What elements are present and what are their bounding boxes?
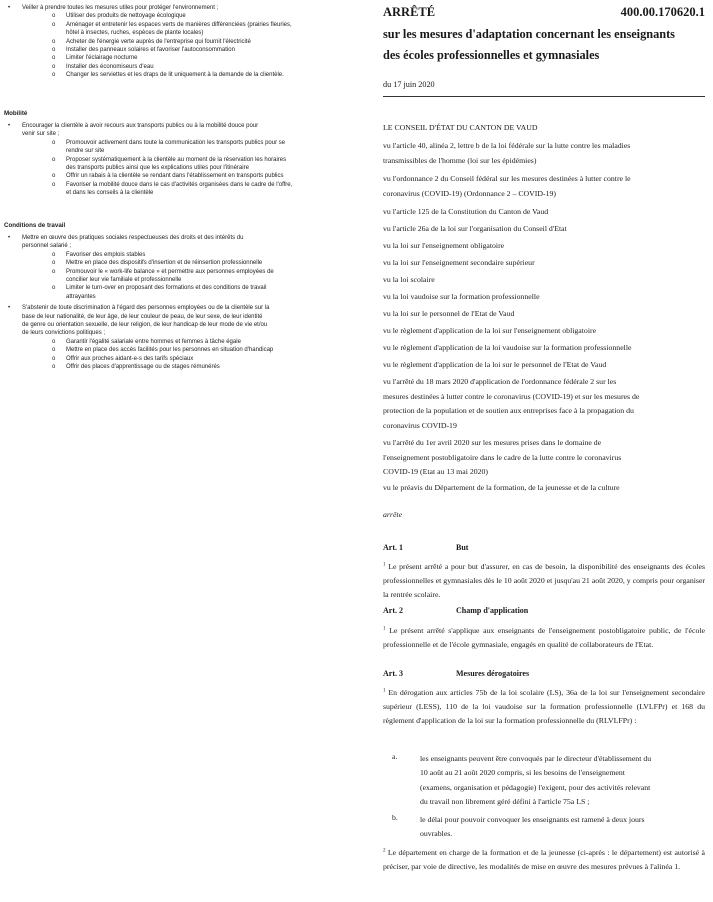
document-type: ARRÊTÉ bbox=[383, 5, 436, 19]
vu-item: vu la loi scolaire bbox=[383, 275, 435, 284]
circle-bullet-icon: o bbox=[52, 285, 56, 292]
list-item: les enseignants peuvent être convoqués par le directeur d'établissement du 10 août au 21 août 2020 compris, si les besoins de l'enseignement (examens, organisation et pédagogie) l'exigent, pour des activités relevant du travail non librement géré défini à l'article 75a LS ; bbox=[420, 754, 652, 807]
document-title: sur les mesures d'adaptation concernant les enseignants des écoles professionnelles et gymnasiales bbox=[383, 27, 675, 62]
vu-item: vu l'article 40, alinéa 2, lettre b de la loi fédérale sur la lutte contre les maladies transmissibles de l'homme (loi sur les épidémies) bbox=[383, 141, 631, 165]
vu-item: vu l'ordonnance 2 du Conseil fédéral sur les mesures destinées à lutter contre le coronavirus (COVID-19) (Ordonnance 2 – COVID-19) bbox=[383, 174, 631, 198]
article-paragraph: $^1$ Le présent arrêté a pour but d'assurer, en cas de besoin, la disponibilité des enseignants des écoles professionnelles et gymnasiales dès le 10 août 2020 et jusqu'au 21 août 2020, y compris pour organiser la rentrée scolaire. bbox=[383, 562, 706, 599]
list-item-continuation: venir sur site ; bbox=[22, 131, 60, 138]
vu-item: vu l'article 26a de la loi sur l'organisation du Conseil d'Etat bbox=[383, 224, 567, 233]
circle-bullet-icon: o bbox=[52, 72, 56, 79]
list-item-continuation: base de leur nationalité, de leur âge, de leur couleur de peau, de leur sexe, de leur identité bbox=[22, 313, 263, 320]
list-item: o Changer les serviettes et les draps de lit uniquement à la demande de la clientèle. bbox=[52, 72, 284, 79]
list-item: o Promouvoir activement dans toute la communication les transports publics pour se bbox=[52, 139, 286, 146]
article-paragraph: $^1$ En dérogation aux articles 75b de la loi scolaire (LS), 36a de la loi sur l'enseignement secondaire supérieur (LESS), 110 de la loi vaudoise sur la formation professionnelle (LVLFPr) et 168 du règlement d'application de la loi sur la formation professionnelle du (RLVLFPr) : bbox=[383, 688, 705, 725]
list-item: le délai pour pouvoir convoquer les enseignants est ramené à deux jours ouvrables. bbox=[420, 815, 645, 839]
list-item: o Favoriser des emplois stables bbox=[52, 251, 146, 258]
list-item: o Utiliser des produits de nettoyage écologique bbox=[52, 13, 186, 20]
list-item: • Veiller à prendre toutes les mesures utiles pour protéger l'environnement ; bbox=[8, 5, 219, 11]
list-item: o Favoriser la mobilité douce dans le cas d'activités organisées dans le cadre de l'offre, bbox=[52, 181, 293, 188]
circle-bullet-icon: o bbox=[52, 63, 56, 70]
vu-item: vu la loi sur le personnel de l'Etat de Vaud bbox=[383, 309, 515, 318]
council-heading: LE CONSEIL D'ÉTAT DU CANTON DE VAUD bbox=[383, 123, 538, 132]
bullet-icon: • bbox=[8, 235, 11, 241]
list-item: o Promouvoir le « work-life balance » et permettre aux personnes employées de bbox=[52, 268, 274, 275]
vu-item: vu le règlement d'application de la loi vaudoise sur la formation professionnelle bbox=[383, 343, 632, 352]
item-letter: b. bbox=[392, 813, 398, 822]
divider bbox=[383, 96, 705, 97]
vu-item: vu la loi vaudoise sur la formation professionnelle bbox=[383, 292, 540, 301]
circle-bullet-icon: o bbox=[52, 251, 56, 258]
section-heading-mobilite: Mobilité bbox=[4, 110, 28, 117]
section-heading-conditions-travail: Conditions de travail bbox=[4, 222, 66, 229]
list-item: o Garantir l'égalité salariale entre hommes et femmes à tâche égale bbox=[52, 338, 241, 345]
bullet-icon: • bbox=[8, 123, 11, 129]
circle-bullet-icon: o bbox=[52, 139, 56, 146]
environment-list bbox=[0, 4, 356, 80]
circle-bullet-icon: o bbox=[52, 55, 56, 62]
left-page bbox=[0, 0, 356, 902]
vu-item: vu le règlement d'application de la loi sur le personnel de l'Etat de Vaud bbox=[383, 360, 607, 369]
article-title: Champ d'application bbox=[456, 606, 529, 615]
bullet-icon: • bbox=[8, 305, 11, 312]
arrete-word: arrête bbox=[383, 510, 403, 519]
list-item: o Acheter de l'énergie verte auprès de l'entreprise qui fournit l'électricité bbox=[52, 38, 251, 45]
list-item: • S'abstenir de toute discrimination à l'égard des personnes employées ou de la clientèle sur la bbox=[8, 305, 270, 312]
circle-bullet-icon: o bbox=[52, 260, 56, 267]
list-item: o Mettre en place des dispositifs d'insertion et de réinsertion professionnelle bbox=[52, 260, 263, 267]
circle-bullet-icon: o bbox=[52, 347, 56, 354]
list-item: o Offrir aux proches aidant-e-s des tarifs spéciaux bbox=[52, 355, 194, 362]
list-item: o Mettre en place des accès facilités pour les personnes en situation d'handicap bbox=[52, 347, 274, 354]
circle-bullet-icon: o bbox=[52, 21, 56, 28]
list-item: • Mettre en œuvre des pratiques sociales respectueuses des droits et des intérêts du bbox=[8, 235, 244, 241]
circle-bullet-icon: o bbox=[52, 364, 56, 371]
circle-bullet-icon: o bbox=[52, 268, 56, 275]
vu-item: vu la loi sur l'enseignement obligatoire bbox=[383, 241, 505, 250]
list-item-continuation: de genre ou orientation sexuelle, de leur religion, de leur handicap de leur mode de vie et/ou bbox=[22, 322, 268, 329]
item-letter: a. bbox=[392, 752, 398, 761]
bullet-icon: • bbox=[8, 5, 11, 11]
list-item-continuation: hôtel à insectes, ruches, espèces de plante locales) bbox=[66, 30, 204, 37]
circle-bullet-icon: o bbox=[52, 38, 56, 45]
list-item-continuation: attrayantes bbox=[66, 293, 96, 300]
travail-list bbox=[0, 234, 356, 372]
list-item: o Limiter le turn-over en proposant des formations et des conditions de travail bbox=[52, 285, 267, 292]
list-item: o Limiter l'éclairage nocturne bbox=[52, 55, 138, 62]
list-item: o Aménager et entretenir les espaces verts de manières différenciées (prairies fleuries, bbox=[52, 21, 292, 28]
circle-bullet-icon: o bbox=[52, 173, 56, 180]
circle-bullet-icon: o bbox=[52, 47, 56, 54]
document-date: du 17 juin 2020 bbox=[383, 80, 435, 89]
vu-item: vu le règlement d'application de la loi sur l'enseignement obligatoire bbox=[383, 326, 597, 335]
article-number: Art. 2 bbox=[383, 606, 403, 615]
article-paragraph: $^1$ Le présent arrêté s'applique aux enseignants de l'enseignement postobligatoire public, de l'école professionnelle et de l'école gymnasiale, engagés en qualité de collaborateurs de l'Etat. bbox=[383, 626, 705, 649]
vu-item: vu la loi sur l'enseignement secondaire supérieur bbox=[383, 258, 535, 267]
article-number: Art. 1 bbox=[383, 543, 403, 552]
circle-bullet-icon: o bbox=[52, 355, 56, 362]
vu-item: vu le préavis du Département de la formation, de la jeunesse et de la culture bbox=[383, 483, 620, 492]
list-item: o Offrir des places d'apprentissage ou de stages rémunérés bbox=[52, 364, 220, 371]
article-title: Mesures dérogatoires bbox=[456, 669, 530, 678]
list-item: o Offrir un rabais à la clientèle se rendant dans l'établissement en transports publics bbox=[52, 173, 284, 180]
article-title: But bbox=[456, 543, 469, 552]
list-item-continuation: concilier leur vie familiale et professionnelle bbox=[66, 277, 182, 284]
list-item-continuation: et dans les conseils à la clientèle bbox=[66, 190, 154, 197]
circle-bullet-icon: o bbox=[52, 13, 56, 20]
article-number: Art. 3 bbox=[383, 669, 403, 678]
mobilite-list bbox=[0, 122, 356, 198]
circle-bullet-icon: o bbox=[52, 181, 56, 188]
vu-item: vu l'arrêté du 18 mars 2020 d'application de l'ordonnance fédérale 2 sur les mesures destinées à lutter contre le coronavirus (COVID-19) et sur les mesures de protection de la population et de soutien aux entreprises face à la propagation du coronavirus COVID-19 bbox=[383, 377, 640, 430]
document-number: 400.00.170620.1 bbox=[620, 5, 705, 19]
list-item: o Proposer systématiquement à la clientèle au moment de la réservation les horaires bbox=[52, 156, 287, 163]
list-item: o Installer des panneaux solaires et favoriser l'autoconsommation bbox=[52, 47, 235, 54]
right-page bbox=[383, 0, 705, 902]
list-item-continuation: personnel salarié ; bbox=[22, 243, 72, 250]
list-item-continuation: rendre sur site bbox=[66, 148, 105, 155]
article-paragraph: $^2$ Le département en charge de la formation et de la jeunesse (ci-après : le département) est autorisé à préciser, par voie de directive, les modalités de mise en œuvre des mesures prévues à l'alinéa 1. bbox=[383, 848, 705, 871]
list-item: o Installer des économiseurs d'eau bbox=[52, 63, 154, 70]
list-item-continuation: des transports publics ainsi que les explications utiles pour l'itinéraire bbox=[66, 165, 249, 172]
list-item: • Encourager la clientèle à avoir recours aux transports publics ou à la mobilité douce pour bbox=[8, 123, 259, 129]
vu-item: vu l'article 125 de la Constitution du Canton de Vaud bbox=[383, 207, 549, 216]
vu-item: vu l'arrêté du 1er avril 2020 sur les mesures prises dans le domaine de l'enseignement postobligatoire dans le cadre de la lutte contre le coronavirus COVID-19 (Etat au 13 mai 2020) bbox=[383, 438, 622, 476]
circle-bullet-icon: o bbox=[52, 156, 56, 163]
circle-bullet-icon: o bbox=[52, 338, 56, 345]
list-item-continuation: de leurs convictions politiques ; bbox=[22, 330, 106, 337]
